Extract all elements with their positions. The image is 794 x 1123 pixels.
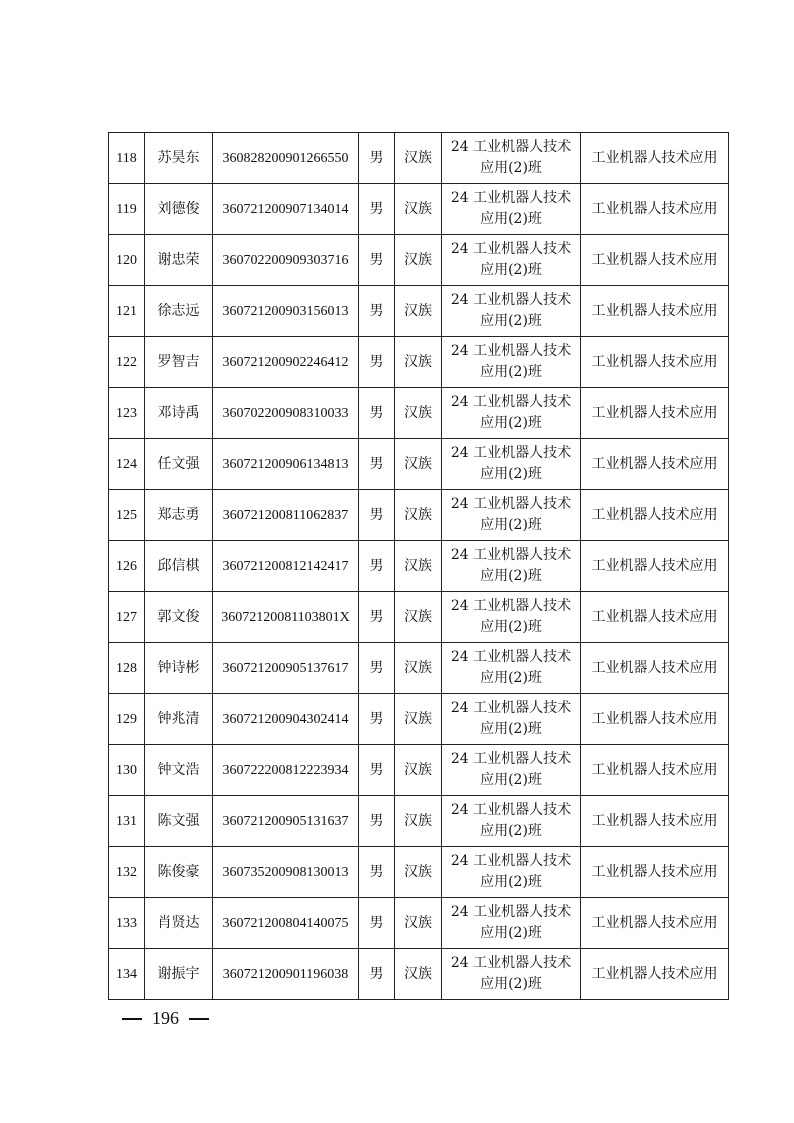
- gender-cell: 男: [359, 235, 395, 286]
- ethnicity-cell: 汉族: [395, 949, 442, 1000]
- page-footer: [122, 1008, 209, 1029]
- ethnicity-cell: 汉族: [395, 694, 442, 745]
- table-row: [109, 490, 729, 541]
- ethnicity-cell: 汉族: [395, 541, 442, 592]
- ethnicity-cell: 汉族: [395, 133, 442, 184]
- ethnicity-cell: 汉族: [395, 286, 442, 337]
- student-name-cell: 郑志勇: [145, 490, 213, 541]
- class-line-1: 24 工业机器人技术: [450, 292, 572, 308]
- gender-cell: 男: [359, 286, 395, 337]
- row-number-cell: 133: [109, 898, 145, 949]
- class-cell: [442, 745, 581, 796]
- student-name-cell: 陈文强: [145, 796, 213, 847]
- id-number-cell: 360721200905137617: [213, 643, 359, 694]
- id-number-cell: 360721200906134813: [213, 439, 359, 490]
- id-number-cell: 360721200903156013: [213, 286, 359, 337]
- class-line-2: 应用(2)班: [480, 364, 542, 380]
- student-name-cell: 邱信棋: [145, 541, 213, 592]
- ethnicity-cell: 汉族: [395, 235, 442, 286]
- class-line-1: 24 工业机器人技术: [450, 547, 572, 563]
- class-line-2: 应用(2)班: [480, 415, 542, 431]
- major-cell: 工业机器人技术应用: [581, 388, 729, 439]
- ethnicity-cell: 汉族: [395, 796, 442, 847]
- student-name-cell: 苏昊东: [145, 133, 213, 184]
- row-number-cell: 125: [109, 490, 145, 541]
- gender-cell: 男: [359, 694, 395, 745]
- id-number-cell: 360721200905131637: [213, 796, 359, 847]
- class-line-2: 应用(2)班: [480, 670, 542, 686]
- row-number-cell: 124: [109, 439, 145, 490]
- row-number-cell: 134: [109, 949, 145, 1000]
- major-cell: 工业机器人技术应用: [581, 133, 729, 184]
- row-number-cell: 132: [109, 847, 145, 898]
- id-number-cell: 36072120081103801X: [213, 592, 359, 643]
- row-number-cell: 120: [109, 235, 145, 286]
- row-number-cell: 122: [109, 337, 145, 388]
- student-name-cell: 徐志远: [145, 286, 213, 337]
- class-line-2: 应用(2)班: [480, 772, 542, 788]
- gender-cell: 男: [359, 490, 395, 541]
- class-cell: [442, 898, 581, 949]
- major-cell: 工业机器人技术应用: [581, 643, 729, 694]
- table-row: [109, 286, 729, 337]
- ethnicity-cell: 汉族: [395, 184, 442, 235]
- id-number-cell: 360721200904302414: [213, 694, 359, 745]
- gender-cell: 男: [359, 796, 395, 847]
- class-line-2: 应用(2)班: [480, 466, 542, 482]
- right-dash: [189, 1018, 209, 1020]
- row-number-cell: 128: [109, 643, 145, 694]
- id-number-cell: 360721200812142417: [213, 541, 359, 592]
- class-cell: [442, 541, 581, 592]
- row-number-cell: 119: [109, 184, 145, 235]
- ethnicity-cell: 汉族: [395, 490, 442, 541]
- major-cell: 工业机器人技术应用: [581, 490, 729, 541]
- row-number-cell: 129: [109, 694, 145, 745]
- major-cell: 工业机器人技术应用: [581, 745, 729, 796]
- major-cell: 工业机器人技术应用: [581, 439, 729, 490]
- row-number-cell: 130: [109, 745, 145, 796]
- ethnicity-cell: 汉族: [395, 745, 442, 796]
- gender-cell: 男: [359, 439, 395, 490]
- class-line-1: 24 工业机器人技术: [450, 190, 572, 206]
- class-cell: [442, 490, 581, 541]
- class-line-2: 应用(2)班: [480, 211, 542, 227]
- table-row: [109, 133, 729, 184]
- id-number-cell: 360735200908130013: [213, 847, 359, 898]
- student-roster-table: [108, 132, 729, 1000]
- major-cell: 工业机器人技术应用: [581, 184, 729, 235]
- major-cell: 工业机器人技术应用: [581, 235, 729, 286]
- table-row: [109, 592, 729, 643]
- left-dash: [122, 1018, 142, 1020]
- id-number-cell: 360721200902246412: [213, 337, 359, 388]
- table-row: [109, 337, 729, 388]
- gender-cell: 男: [359, 184, 395, 235]
- class-line-2: 应用(2)班: [480, 313, 542, 329]
- ethnicity-cell: 汉族: [395, 592, 442, 643]
- class-line-1: 24 工业机器人技术: [450, 853, 572, 869]
- page-number: 196: [152, 1008, 179, 1028]
- class-line-2: 应用(2)班: [480, 874, 542, 890]
- table-row: [109, 847, 729, 898]
- id-number-cell: 360702200909303716: [213, 235, 359, 286]
- gender-cell: 男: [359, 592, 395, 643]
- row-number-cell: 126: [109, 541, 145, 592]
- table-row: [109, 184, 729, 235]
- class-cell: [442, 694, 581, 745]
- class-line-1: 24 工业机器人技术: [450, 751, 572, 767]
- table-row: [109, 694, 729, 745]
- student-name-cell: 谢忠荣: [145, 235, 213, 286]
- class-cell: [442, 592, 581, 643]
- major-cell: 工业机器人技术应用: [581, 847, 729, 898]
- id-number-cell: 360702200908310033: [213, 388, 359, 439]
- table-row: [109, 898, 729, 949]
- major-cell: 工业机器人技术应用: [581, 541, 729, 592]
- id-number-cell: 360722200812223934: [213, 745, 359, 796]
- class-line-2: 应用(2)班: [480, 568, 542, 584]
- student-name-cell: 钟诗彬: [145, 643, 213, 694]
- class-line-1: 24 工业机器人技术: [450, 598, 572, 614]
- class-cell: [442, 388, 581, 439]
- class-cell: [442, 796, 581, 847]
- major-cell: 工业机器人技术应用: [581, 898, 729, 949]
- class-line-2: 应用(2)班: [480, 517, 542, 533]
- row-number-cell: 118: [109, 133, 145, 184]
- class-line-2: 应用(2)班: [480, 823, 542, 839]
- major-cell: 工业机器人技术应用: [581, 949, 729, 1000]
- gender-cell: 男: [359, 133, 395, 184]
- class-cell: [442, 286, 581, 337]
- major-cell: 工业机器人技术应用: [581, 796, 729, 847]
- id-number-cell: 360828200901266550: [213, 133, 359, 184]
- table-row: [109, 643, 729, 694]
- gender-cell: 男: [359, 949, 395, 1000]
- student-name-cell: 郭文俊: [145, 592, 213, 643]
- row-number-cell: 127: [109, 592, 145, 643]
- student-name-cell: 钟文浩: [145, 745, 213, 796]
- class-line-2: 应用(2)班: [480, 160, 542, 176]
- row-number-cell: 121: [109, 286, 145, 337]
- class-cell: [442, 337, 581, 388]
- class-line-2: 应用(2)班: [480, 262, 542, 278]
- class-cell: [442, 847, 581, 898]
- table-row: [109, 949, 729, 1000]
- ethnicity-cell: 汉族: [395, 388, 442, 439]
- class-cell: [442, 235, 581, 286]
- gender-cell: 男: [359, 898, 395, 949]
- student-name-cell: 钟兆清: [145, 694, 213, 745]
- table-row: [109, 439, 729, 490]
- student-name-cell: 刘德俊: [145, 184, 213, 235]
- gender-cell: 男: [359, 643, 395, 694]
- class-cell: [442, 184, 581, 235]
- ethnicity-cell: 汉族: [395, 847, 442, 898]
- gender-cell: 男: [359, 541, 395, 592]
- class-line-1: 24 工业机器人技术: [450, 139, 572, 155]
- class-line-2: 应用(2)班: [480, 925, 542, 941]
- student-name-cell: 邓诗禹: [145, 388, 213, 439]
- table-row: [109, 541, 729, 592]
- table-row: [109, 235, 729, 286]
- row-number-cell: 123: [109, 388, 145, 439]
- ethnicity-cell: 汉族: [395, 643, 442, 694]
- class-line-1: 24 工业机器人技术: [450, 343, 572, 359]
- class-line-1: 24 工业机器人技术: [450, 904, 572, 920]
- major-cell: 工业机器人技术应用: [581, 337, 729, 388]
- major-cell: 工业机器人技术应用: [581, 286, 729, 337]
- class-line-1: 24 工业机器人技术: [450, 802, 572, 818]
- class-cell: [442, 439, 581, 490]
- class-cell: [442, 133, 581, 184]
- id-number-cell: 360721200811062837: [213, 490, 359, 541]
- class-line-2: 应用(2)班: [480, 721, 542, 737]
- major-cell: 工业机器人技术应用: [581, 694, 729, 745]
- class-line-1: 24 工业机器人技术: [450, 955, 572, 971]
- class-line-1: 24 工业机器人技术: [450, 649, 572, 665]
- ethnicity-cell: 汉族: [395, 439, 442, 490]
- class-line-1: 24 工业机器人技术: [450, 394, 572, 410]
- table-row: [109, 745, 729, 796]
- gender-cell: 男: [359, 388, 395, 439]
- student-name-cell: 肖贤达: [145, 898, 213, 949]
- id-number-cell: 360721200901196038: [213, 949, 359, 1000]
- table-body: [109, 133, 729, 1000]
- student-roster-table-container: [108, 132, 728, 1000]
- ethnicity-cell: 汉族: [395, 898, 442, 949]
- class-line-1: 24 工业机器人技术: [450, 241, 572, 257]
- table-row: [109, 388, 729, 439]
- row-number-cell: 131: [109, 796, 145, 847]
- student-name-cell: 罗智吉: [145, 337, 213, 388]
- class-line-1: 24 工业机器人技术: [450, 700, 572, 716]
- table-row: [109, 796, 729, 847]
- class-line-2: 应用(2)班: [480, 976, 542, 992]
- class-line-1: 24 工业机器人技术: [450, 445, 572, 461]
- id-number-cell: 360721200804140075: [213, 898, 359, 949]
- class-cell: [442, 949, 581, 1000]
- gender-cell: 男: [359, 745, 395, 796]
- student-name-cell: 任文强: [145, 439, 213, 490]
- student-name-cell: 谢振宇: [145, 949, 213, 1000]
- gender-cell: 男: [359, 337, 395, 388]
- class-cell: [442, 643, 581, 694]
- ethnicity-cell: 汉族: [395, 337, 442, 388]
- student-name-cell: 陈俊豪: [145, 847, 213, 898]
- major-cell: 工业机器人技术应用: [581, 592, 729, 643]
- gender-cell: 男: [359, 847, 395, 898]
- id-number-cell: 360721200907134014: [213, 184, 359, 235]
- class-line-2: 应用(2)班: [480, 619, 542, 635]
- class-line-1: 24 工业机器人技术: [450, 496, 572, 512]
